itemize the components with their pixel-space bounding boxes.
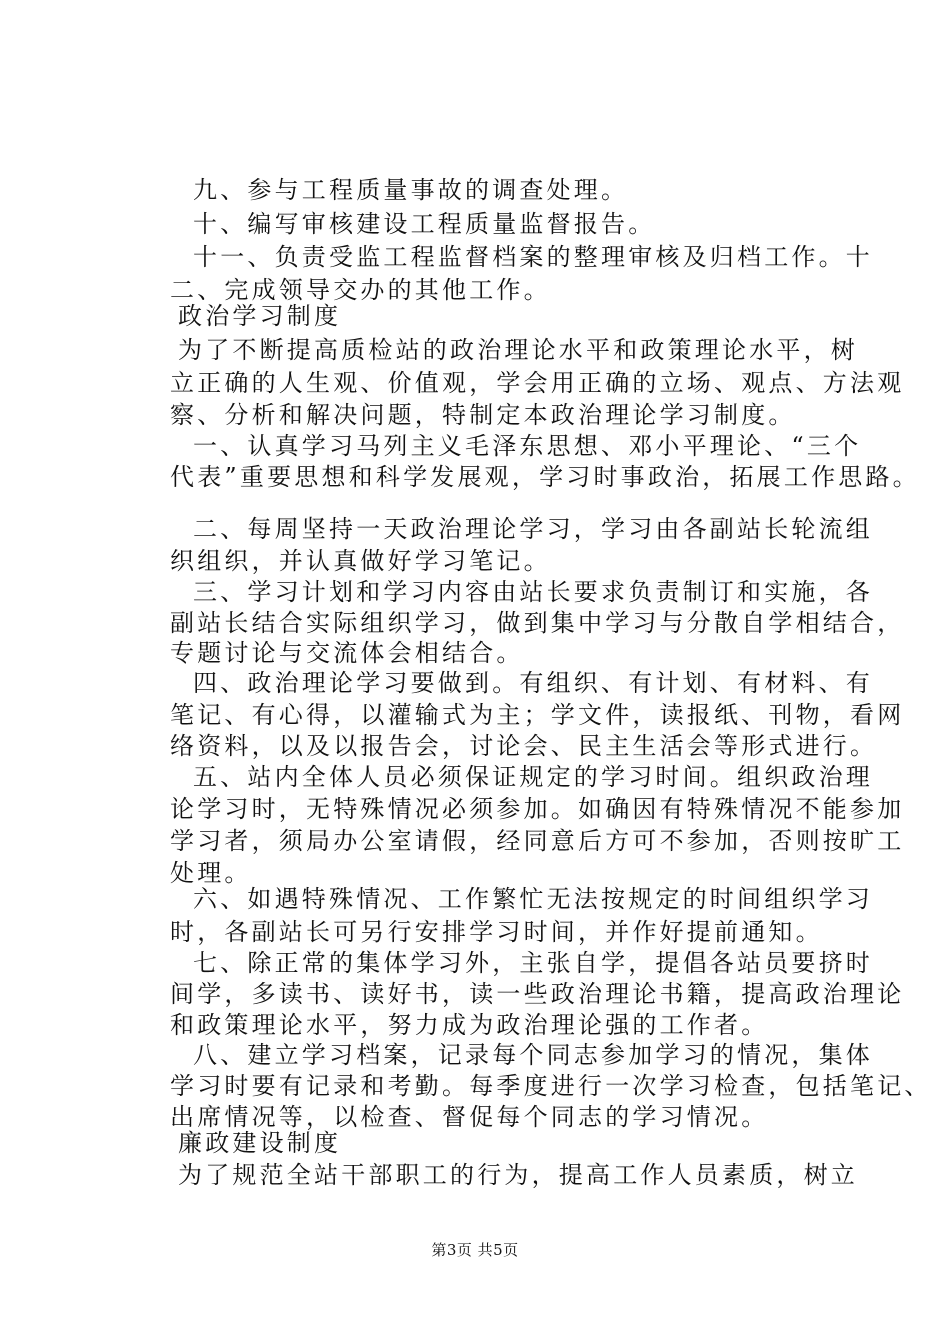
text-line: 八、建立学习档案，记录每个同志参加学习的情况，集体 <box>193 1041 873 1069</box>
text-line: 廉政建设制度 <box>178 1129 342 1157</box>
text-line: 为了规范全站干部职工的行为，提高工作人员素质，树立 <box>178 1161 858 1189</box>
text-line: 出席情况等，以检查、督促每个同志的学习情况。 <box>170 1103 769 1131</box>
text-line: 二、完成领导交办的其他工作。 <box>170 276 551 304</box>
text-line: 时，各副站长可另行安排学习时间，并作好提前通知。 <box>170 918 823 946</box>
text-line: 二、每周坚持一天政治理论学习，学习由各副站长轮流组 <box>193 515 873 543</box>
text-line: 一、认真学习马列主义毛泽东思想、邓小平理论、“三个 <box>193 432 862 460</box>
text-line: 学习者，须局办公室请假，经同意后方可不参加，否则按旷工 <box>170 827 905 855</box>
text-line: 笔记、有心得，以灌输式为主；学文件，读报纸、刊物，看网 <box>170 701 905 729</box>
text-line: 络资料，以及以报告会，讨论会、民主生活会等形式进行。 <box>170 732 878 760</box>
page-footer: 第3页 共5页 <box>431 1241 519 1259</box>
text-line: 四、政治理论学习要做到。有组织、有计划、有材料、有 <box>193 669 873 697</box>
text-line: 政治学习制度 <box>178 302 342 330</box>
text-line: 察、分析和解决问题，特制定本政治理论学习制度。 <box>170 401 796 429</box>
text-line: 论学习时，无特殊情况必须参加。如确因有特殊情况不能参加 <box>170 795 905 823</box>
text-line: 间学，多读书、读好书，读一些政治理论书籍，提高政治理论 <box>170 980 905 1008</box>
text-line: 副站长结合实际组织学习，做到集中学习与分散自学相结合， <box>170 609 905 637</box>
text-line: 十、编写审核建设工程质量监督报告。 <box>193 210 656 238</box>
text-line: 三、学习计划和学习内容由站长要求负责制订和实施，各 <box>193 578 873 606</box>
text-line: 立正确的人生观、价值观，学会用正确的立场、观点、方法观 <box>170 369 905 397</box>
text-line: 九、参与工程质量事故的调查处理。 <box>193 176 629 204</box>
text-line: 和政策理论水平，努力成为政治理论强的工作者。 <box>170 1011 769 1039</box>
text-line: 七、除正常的集体学习外，主张自学，提倡各站员要挤时 <box>193 949 873 977</box>
text-line: 代表”重要思想和科学发展观，学习时事政治，拓展工作思路。 <box>170 463 920 491</box>
text-line: 织组织，并认真做好学习笔记。 <box>170 547 551 575</box>
text-line: 专题讨论与交流体会相结合。 <box>170 639 524 667</box>
text-line: 六、如遇特殊情况、工作繁忙无法按规定的时间组织学习 <box>193 885 873 913</box>
text-line: 处理。 <box>170 859 252 887</box>
text-line: 五、站内全体人员必须保证规定的学习时间。组织政治理 <box>193 763 873 791</box>
text-line: 为了不断提高质检站的政治理论水平和政策理论水平，树 <box>178 336 858 364</box>
text-line: 十一、负责受监工程监督档案的整理审核及归档工作。十 <box>193 243 873 271</box>
text-line: 学习时要有记录和考勤。每季度进行一次学习检查，包括笔记、 <box>170 1072 932 1100</box>
